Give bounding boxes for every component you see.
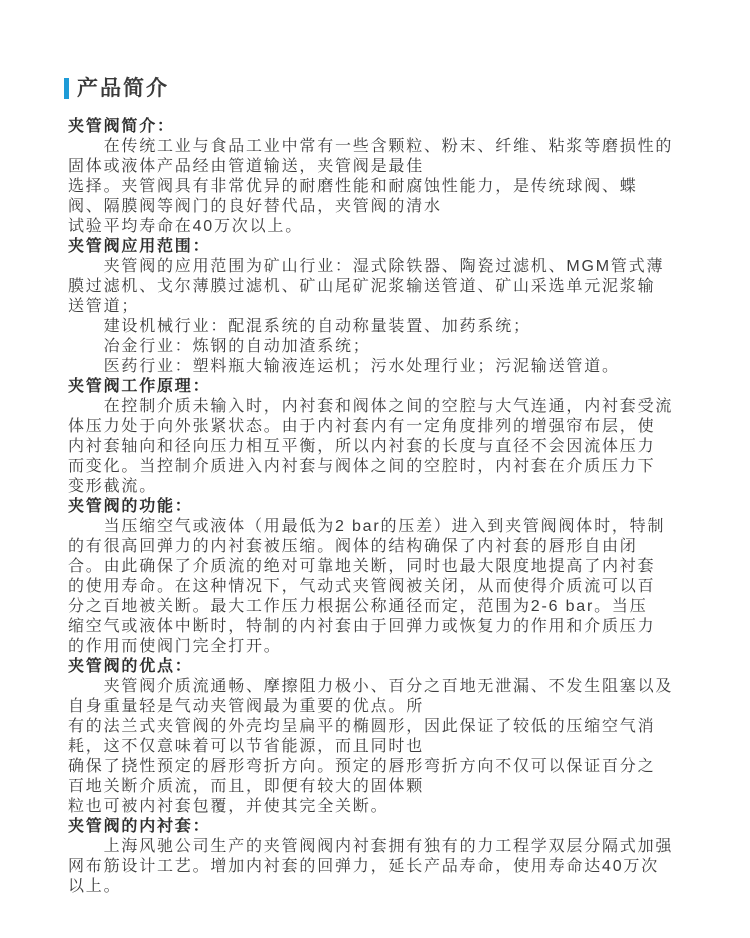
text-line: 当压缩空气或液体（用最低为2 bar的压差）进入到夹管阀阀体时，特制	[68, 518, 666, 535]
text-line: 夹管阀介质流通畅、摩擦阻力极小、百分之百地无泄漏、不发生阻塞以及	[68, 678, 674, 695]
text-line: 以上。	[68, 878, 122, 895]
text-line: 确保了挠性预定的唇形弯折方向。预定的唇形弯折方向不仅可以保证百分之	[68, 758, 656, 775]
text-line: 网布筋设计工艺。增加内衬套的回弹力，延长产品寿命，使用寿命达40万次	[68, 858, 659, 875]
text-line: 试验平均寿命在40万次以上。	[68, 218, 303, 235]
section-application-scope	[68, 237, 688, 377]
text-line: 夹管阀的应用范围为矿山行业：湿式除铁器、陶瓷过滤机、MGM管式薄	[68, 258, 665, 275]
page-title: 产品简介	[77, 77, 169, 100]
text-line: 冶金行业：炼钢的自动加渣系统；	[68, 338, 371, 355]
text-line: 而变化。当控制介质进入内衬套与阀体之间的空腔时，内衬套在介质压力下	[68, 458, 656, 475]
text-line: 的有很高回弹力的内衬套被压缩。阀体的结构确保了内衬套的唇形自由闭	[68, 538, 638, 555]
title-accent-bar	[64, 78, 69, 99]
text-line: 上海风驰公司生产的夹管阀阀内衬套拥有独有的力工程学双层分隔式加强	[68, 838, 674, 855]
text-line: 送管道；	[68, 298, 140, 315]
text-line: 粒也可被内衬套包覆，并使其完全关断。	[68, 798, 389, 815]
text-line: 自身重量轻是气动夹管阀最为重要的优点。所	[68, 698, 425, 715]
section-heading: 夹管阀的内衬套：	[68, 818, 211, 835]
text-line: 缩空气或液体中断时，特制的内衬套由于回弹力或恢复力的作用和介质压力	[68, 618, 656, 635]
section-heading: 夹管阀应用范围：	[68, 238, 211, 255]
section-heading: 夹管阀的优点：	[68, 658, 193, 675]
section-intro	[68, 117, 688, 237]
page-title-row	[64, 78, 169, 99]
text-line: 百地关断介质流，而且，即便有较大的固体颗	[68, 778, 425, 795]
section-inner-liner	[68, 817, 688, 897]
text-line: 阀、隔膜阀等阀门的良好替代品，夹管阀的清水	[68, 198, 442, 215]
document-content	[68, 117, 688, 897]
text-line: 体压力处于向外张紧状态。由于内衬套内有一定角度排列的增强帘布层，使	[68, 418, 656, 435]
text-line: 分之百地被关断。最大工作压力根据公称通径而定，范围为2-6 bar。当压	[68, 598, 648, 615]
text-line: 固体或液体产品经由管道输送，夹管阀是最佳	[68, 158, 425, 175]
section-function	[68, 497, 688, 657]
text-line: 膜过滤机、戈尔薄膜过滤机、矿山尾矿泥浆输送管道、矿山采选单元泥浆输	[68, 278, 656, 295]
text-line: 内衬套轴向和径向压力相互平衡，所以内衬套的长度与直径不会因流体压力	[68, 438, 656, 455]
text-line: 选择。夹管阀具有非常优异的耐磨性能和耐腐蚀性能力，是传统球阀、蝶	[68, 178, 638, 195]
section-heading: 夹管阀的功能：	[68, 498, 193, 515]
text-line: 在传统工业与食品工业中常有一些含颗粒、粉末、纤维、粘浆等磨损性的	[68, 138, 674, 155]
text-line: 合。由此确保了介质流的绝对可靠地关断，同时也最大限度地提高了内衬套	[68, 558, 656, 575]
text-line: 在控制介质未输入时，内衬套和阀体之间的空腔与大气连通，内衬套受流	[68, 398, 674, 415]
text-line: 医药行业：塑料瓶大输液连运机；污水处理行业；污泥输送管道。	[68, 358, 620, 375]
section-working-principle	[68, 377, 688, 497]
section-heading: 夹管阀工作原理：	[68, 378, 211, 395]
text-line: 的使用寿命。在这种情况下，气动式夹管阀被关闭，从而使得介质流可以百	[68, 578, 656, 595]
section-heading: 夹管阀简介：	[68, 118, 175, 135]
text-line: 变形截流。	[68, 478, 158, 495]
section-advantages	[68, 657, 688, 817]
text-line: 有的法兰式夹管阀的外壳均呈扁平的椭圆形，因此保证了较低的压缩空气消	[68, 718, 656, 735]
text-line: 的作用而使阀门完全打开。	[68, 638, 282, 655]
text-line: 建设机械行业：配混系统的自动称量装置、加药系统；	[68, 318, 531, 335]
text-line: 耗，这不仅意味着可以节省能源，而且同时也	[68, 738, 425, 755]
